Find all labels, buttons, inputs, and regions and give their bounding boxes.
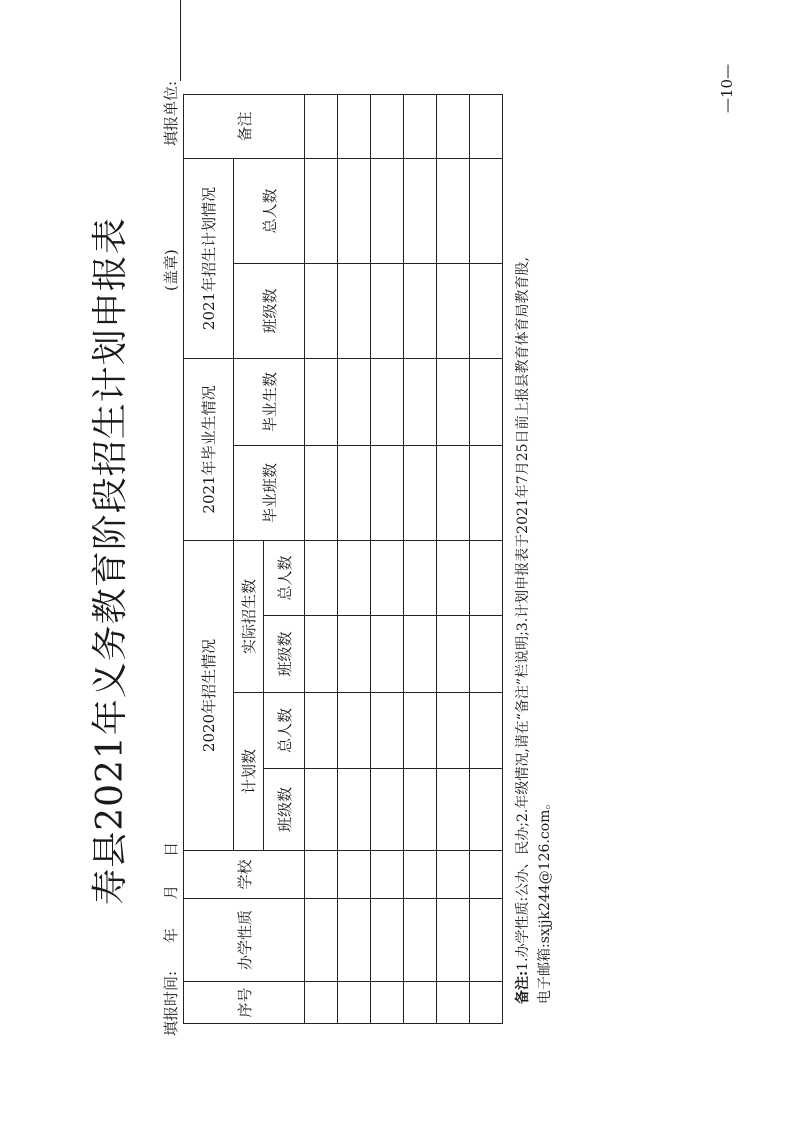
col-plan-classes-header: 班级数 (234, 264, 305, 359)
fill-unit (160, 0, 181, 146)
table-cell (305, 159, 338, 264)
table-cell (371, 982, 404, 1024)
table-cell (371, 769, 404, 851)
col-school-header: 学校 (184, 851, 305, 899)
table-body (305, 95, 503, 1024)
table-cell (371, 359, 404, 446)
table-row (404, 95, 437, 1024)
col-plan-classes-subheader: 班级数 (264, 769, 305, 851)
table-cell (404, 693, 437, 769)
col-plan-header: 计划数 (234, 693, 264, 851)
table-cell (470, 541, 503, 616)
table-cell (437, 899, 470, 982)
table-row (470, 95, 503, 1024)
table-cell (338, 616, 371, 693)
table-cell (338, 851, 371, 899)
table-cell (371, 95, 404, 159)
fill-time-label: 填报时间: (162, 970, 180, 1036)
page-number: —10— (718, 63, 736, 113)
fill-time-day: 日 (162, 841, 180, 857)
table-row (305, 95, 338, 1024)
fill-time-month: 月 (162, 884, 180, 900)
table-cell (338, 446, 371, 541)
table-cell (437, 616, 470, 693)
table-cell (305, 616, 338, 693)
fill-time-year: 年 (162, 927, 180, 943)
footnote (512, 94, 556, 1004)
table-cell (371, 446, 404, 541)
table-cell (437, 541, 470, 616)
table-cell (404, 446, 437, 541)
table-cell (470, 851, 503, 899)
table-row (371, 95, 404, 1024)
table-cell (371, 899, 404, 982)
table-cell (437, 693, 470, 769)
table-cell (371, 159, 404, 264)
table-cell (338, 693, 371, 769)
table-cell (404, 851, 437, 899)
table-row (437, 95, 470, 1024)
table-cell (305, 899, 338, 982)
table-cell (404, 541, 437, 616)
table-cell (371, 851, 404, 899)
table-cell (404, 264, 437, 359)
fill-time (160, 842, 181, 1036)
table-cell (404, 769, 437, 851)
table-cell (437, 982, 470, 1024)
table-cell (437, 851, 470, 899)
table-cell (338, 95, 371, 159)
fill-unit-blank (165, 0, 181, 81)
table-row (338, 95, 371, 1024)
table-cell (470, 446, 503, 541)
note-label: 备注: (515, 970, 531, 1004)
table-cell (371, 693, 404, 769)
note-text: 1.办学性质:公办、民办;2.年级情况,请在“备注”栏说明;3.计划申报表于2021年7月25日前上报县教育体育局教育股, (515, 257, 531, 971)
table-cell (371, 541, 404, 616)
table-cell (470, 359, 503, 446)
page-title: 寿县2021年义务教育阶段招生计划申报表 (90, 217, 131, 905)
table-cell (470, 264, 503, 359)
table-cell (470, 693, 503, 769)
col-actual-total-subheader: 总人数 (264, 541, 305, 616)
table-cell (338, 899, 371, 982)
table-cell (305, 95, 338, 159)
table-cell (404, 982, 437, 1024)
table-cell (470, 95, 503, 159)
table-cell (470, 159, 503, 264)
table-cell (338, 541, 371, 616)
table-cell (338, 982, 371, 1024)
table-cell (437, 446, 470, 541)
col-remarks-header: 备注 (184, 95, 305, 159)
table-cell (404, 899, 437, 982)
seal-label: (盖章) (162, 249, 180, 291)
table-cell (437, 769, 470, 851)
col-grad-students-header: 毕业生数 (234, 359, 305, 446)
col-actual-classes-subheader: 班级数 (264, 616, 305, 693)
table-cell (305, 446, 338, 541)
table-cell (305, 851, 338, 899)
table-cell (371, 264, 404, 359)
col-nature-header: 办学性质 (184, 899, 305, 982)
table-cell (305, 264, 338, 359)
table-cell (338, 359, 371, 446)
table-cell (371, 616, 404, 693)
col-index-header: 序号 (184, 982, 305, 1024)
fill-unit-label: 填报单位: (162, 80, 180, 146)
table-cell (404, 359, 437, 446)
table-cell (305, 982, 338, 1024)
table-cell (437, 159, 470, 264)
table-cell (470, 982, 503, 1024)
enrollment-plan-table (183, 94, 503, 1024)
note-email: 电子邮箱:sxjjk244@126.com。 (537, 795, 553, 1004)
table-cell (338, 159, 371, 264)
group-2021-plan-header: 2021年招生计划情况 (184, 159, 234, 359)
table-cell (470, 899, 503, 982)
table-cell (437, 95, 470, 159)
table-cell (305, 541, 338, 616)
table-cell (404, 95, 437, 159)
table-cell (470, 769, 503, 851)
table-cell (404, 159, 437, 264)
table-cell (404, 616, 437, 693)
table-cell (305, 359, 338, 446)
table-cell (437, 264, 470, 359)
group-2021-grad-header: 2021年毕业生情况 (184, 359, 234, 541)
table-cell (338, 769, 371, 851)
group-2020-header: 2020年招生情况 (184, 541, 234, 851)
col-grad-classes-header: 毕业班数 (234, 446, 305, 541)
col-actual-header: 实际招生数 (234, 541, 264, 693)
col-plan-total-subheader: 总人数 (264, 693, 305, 769)
table-cell (470, 616, 503, 693)
table-cell (437, 359, 470, 446)
table-cell (305, 769, 338, 851)
table-cell (305, 693, 338, 769)
table-cell (338, 264, 371, 359)
col-plan-total-header: 总人数 (234, 159, 305, 264)
